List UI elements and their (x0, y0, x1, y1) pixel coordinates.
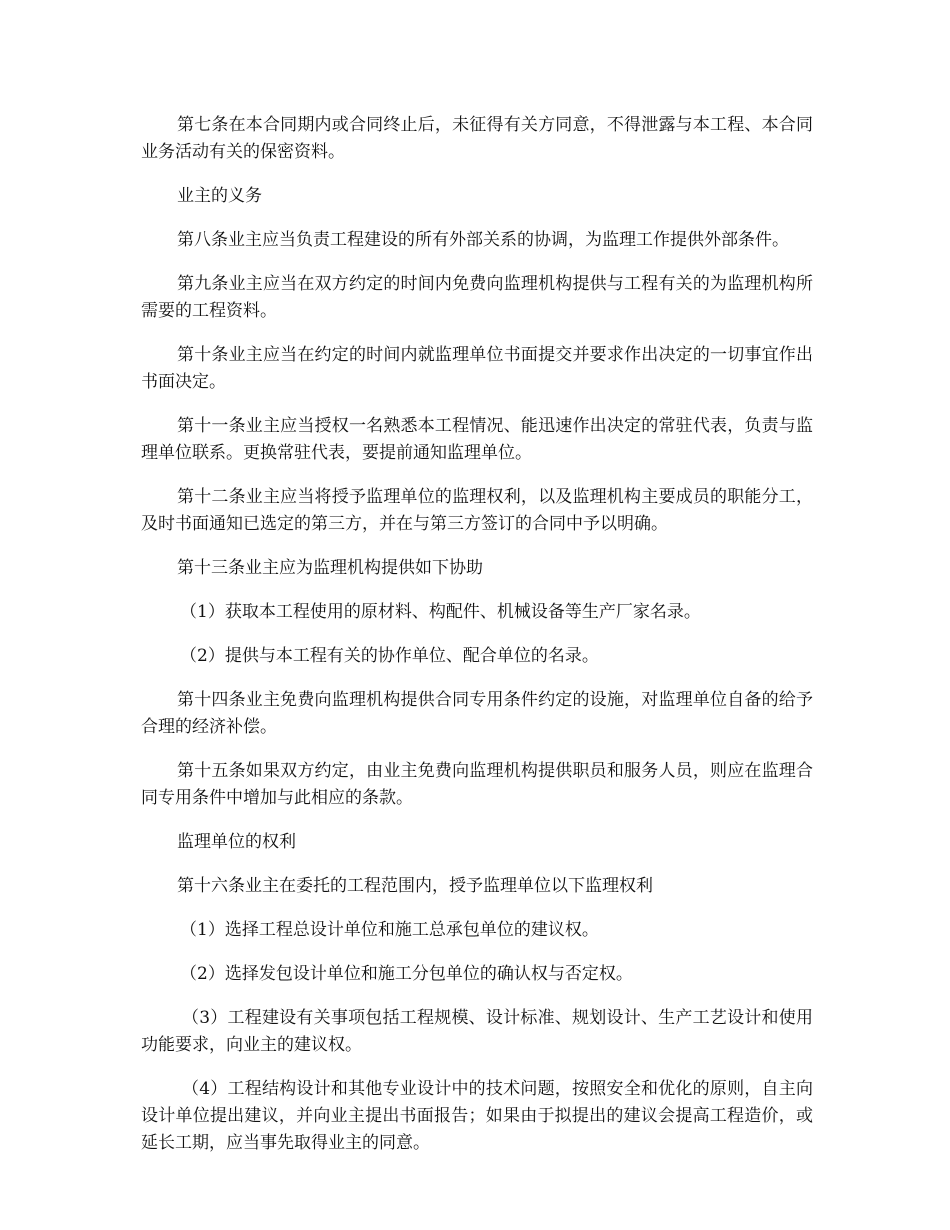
clause-12: 第十二条业主应当将授予监理单位的监理权利，以及监理机构主要成员的职能分工，及时书面通知已选定的第三方，并在与第三方签订的合同中予以明确。 (141, 487, 813, 534)
section-heading-owner-obligations: 业主的义务 (177, 186, 262, 206)
clause-14: 第十四条业主免费向监理机构提供合同专用条件约定的设施，对监理单位自备的给予合理的经济补偿。 (141, 690, 813, 737)
clause-13: 第十三条业主应为监理机构提供如下协助 (177, 558, 483, 578)
clause-16-item-4: （4）工程结构设计和其他专业设计中的技术问题，按照安全和优化的原则，自主向设计单位提出建议，并向业主提出书面报告；如果由于拟提出的建议会提高工程造价，或延长工期，应当事先取得业主的同意。 (141, 1079, 813, 1153)
clause-9: 第九条业主应当在双方约定的时间内免费向监理机构提供与工程有关的为监理机构所需要的工程资料。 (141, 274, 813, 321)
clause-16-item-1: （1）选择工程总设计单位和施工总承包单位的建议权。 (180, 920, 599, 940)
clause-16-item-3: （3）工程建设有关事项包括工程规模、设计标准、规划设计、生产工艺设计和使用功能要求，向业主的建议权。 (141, 1008, 813, 1055)
clause-11: 第十一条业主应当授权一名熟悉本工程情况、能迅速作出决定的常驻代表，负责与监理单位联系。更换常驻代表，要提前通知监理单位。 (141, 416, 813, 463)
clause-16-item-2: （2）选择发包设计单位和施工分包单位的确认权与否定权。 (180, 964, 633, 984)
clause-8: 第八条业主应当负责工程建设的所有外部关系的协调，为监理工作提供外部条件。 (177, 230, 789, 250)
clause-10: 第十条业主应当在约定的时间内就监理单位书面提交并要求作出决定的一切事宜作出书面决定。 (141, 345, 813, 392)
clause-15: 第十五条如果双方约定，由业主免费向监理机构提供职员和服务人员，则应在监理合同专用条件中增加与此相应的条款。 (141, 761, 813, 808)
clause-7: 第七条在本合同期内或合同终止后，未征得有关方同意，不得泄露与本工程、本合同业务活动有关的保密资料。 (141, 115, 813, 162)
clause-16: 第十六条业主在委托的工程范围内，授予监理单位以下监理权利 (177, 876, 653, 896)
clause-13-item-1: （1）获取本工程使用的原材料、构配件、机械设备等生产厂家名录。 (180, 602, 701, 622)
section-heading-supervisor-rights: 监理单位的权利 (177, 832, 296, 852)
clause-13-item-2: （2）提供与本工程有关的协作单位、配合单位的名录。 (180, 646, 599, 666)
document-body (141, 112, 813, 1174)
